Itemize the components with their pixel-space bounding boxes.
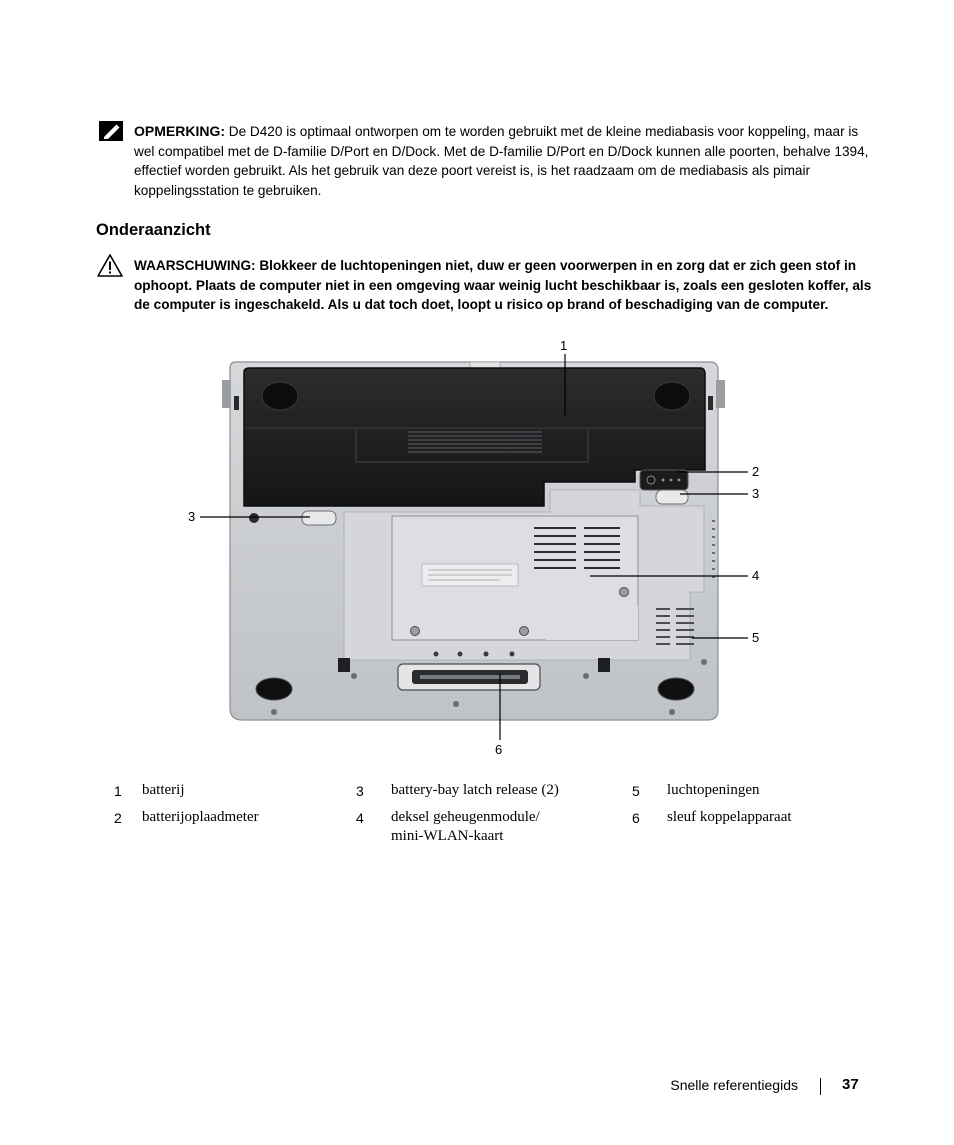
note-text: De D420 is optimaal ontworpen om te worden gebruikt met de kleine mediabasis voor koppeling, maar is wel compatibel met de D-familie D/Port en D/Dock. Met de D-familie D/Port en D/Dock kunnen alle poorten, behalve 1394, effectief worden gebruikt. Als het gebruik van deze poort vereist is, is het raadzaam om de mediabasis als pimair koppelingsstation te gebruiken.: [134, 124, 869, 198]
laptop-bottom-figure: [170, 330, 790, 770]
legend-num-6: 6: [632, 810, 640, 826]
callout-1: 1: [560, 338, 568, 353]
legend-num-3: 3: [356, 783, 364, 799]
page-number: 37: [842, 1076, 859, 1093]
legend-num-1: 1: [114, 783, 122, 799]
legend-text-4: deksel geheugenmodule/ mini-WLAN-kaart: [391, 809, 540, 844]
pencil-note-icon: [99, 121, 123, 141]
callout-6: 6: [495, 742, 503, 757]
legend-num-5: 5: [632, 783, 640, 799]
callout-3-left: 3: [188, 509, 196, 524]
legend-num-2: 2: [114, 810, 122, 826]
legend-text-5: luchtopeningen: [667, 782, 760, 798]
callout-3-right: 3: [752, 486, 760, 501]
note-paragraph: [134, 122, 874, 200]
section-title: Onderaanzicht: [96, 221, 211, 239]
laptop-bottom-illustration: [170, 330, 790, 770]
note-label: OPMERKING:: [134, 123, 225, 139]
legend-text-2: batterijoplaadmeter: [142, 809, 259, 825]
callout-4: 4: [752, 568, 760, 583]
warning-paragraph: [134, 256, 874, 315]
callout-2: 2: [752, 464, 760, 479]
legend-num-4: 4: [356, 810, 364, 826]
footer-title: Snelle referentiegids: [670, 1077, 798, 1093]
callout-5: 5: [752, 630, 760, 645]
warning-text: Blokkeer de luchtopeningen niet, duw er geen voorwerpen in en zorg dat er zich geen stof in ophoopt. Plaats de computer niet in een omgeving waar weinig lucht beschikbaar is, zoals een gesloten koffer, als de computer is ingeschakeld. Als u dat toch doet, loopt u risico op brand of beschadiging van de computer.: [134, 258, 872, 312]
footer-divider: [820, 1078, 821, 1095]
legend-text-1: batterij: [142, 782, 185, 798]
warning-label: WAARSCHUWING:: [134, 258, 256, 273]
legend-text-3: battery-bay latch release (2): [391, 782, 559, 798]
legend-text-6: sleuf koppelapparaat: [667, 809, 792, 825]
warning-triangle-icon: [97, 254, 123, 277]
